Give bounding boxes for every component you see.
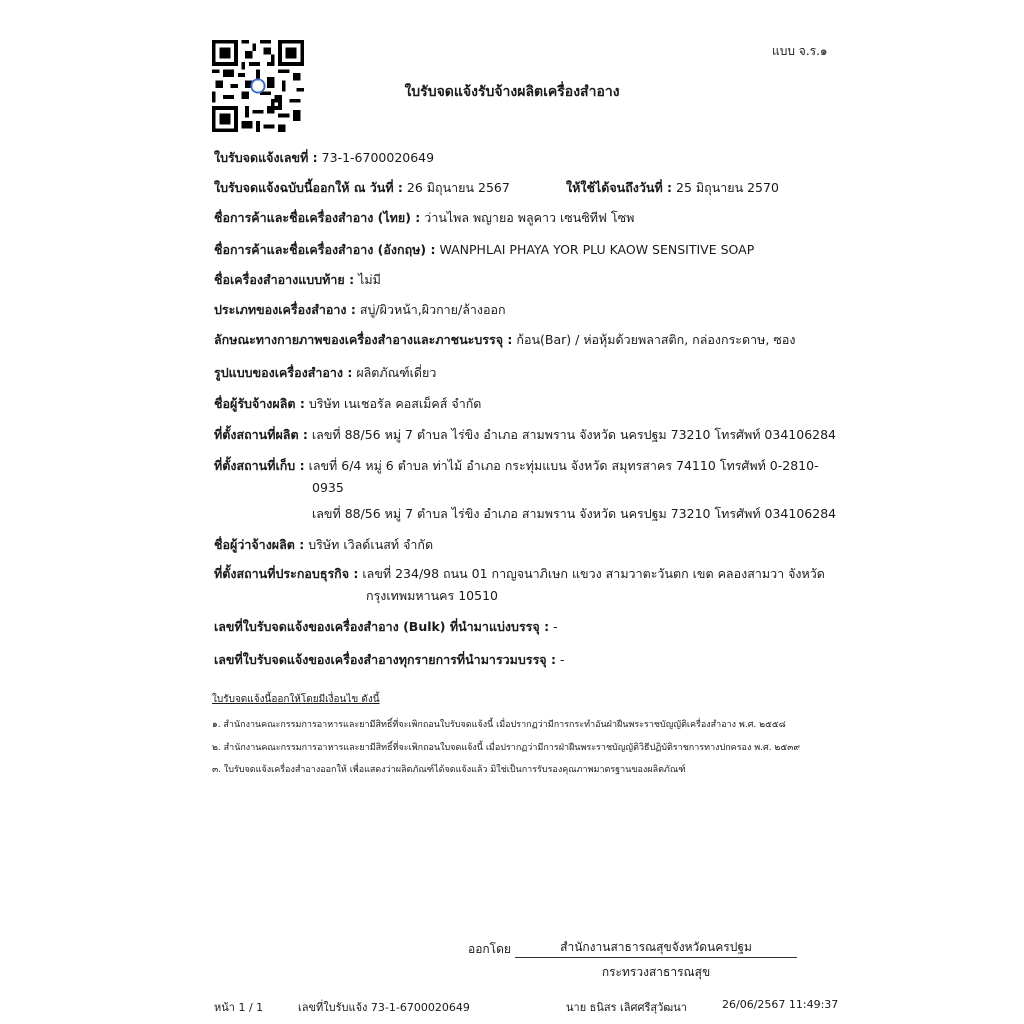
all-items-label: เลขที่ใบรับจดแจ้งของเครื่องสำอางทุกรายการที่นำมารวมบรรจุ : (214, 652, 556, 667)
valid-until-row (566, 178, 779, 198)
receipt-number-label: ใบรับจดแจ้งเลขที่ : (214, 150, 318, 165)
name-en-label: ชื่อการค้าและชื่อเครื่องสำอาง (อังกฤษ) : (214, 242, 436, 257)
storage-label: ที่ตั้งสถานที่เก็บ : (214, 458, 305, 473)
name-en-row (214, 240, 754, 260)
storage-address-2: เลขที่ 88/56 หมู่ 7 ตำบล ไร่ขิง อำเภอ สามพราน จังหวัด นครปฐม 73210 โทรศัพท์ 034106284 (312, 506, 837, 521)
format-label: รูปแบบของเครื่องสำอาง : (214, 365, 353, 380)
manufacturer: บริษัท เนเชอรัล คอสเม็คส์ จำกัด (308, 396, 482, 411)
business-site-label: ที่ตั้งสถานที่ประกอบธุรกิจ : (214, 566, 359, 581)
name-th-row (214, 208, 634, 228)
business-site: เลขที่ 234/98 ถนน 01 กาญจนาภิเษก แขวง สามวาตะวันตก เขต คลองสามวา จังหวัด (362, 566, 825, 581)
suffix-row (214, 270, 381, 290)
suffix: ไม่มี (358, 272, 381, 287)
issue-date-label: ใบรับจดแจ้งฉบับนี้ออกให้ ณ วันที่ : (214, 180, 403, 195)
bulk-row (214, 617, 558, 637)
business-site-cont: กรุงเทพมหานคร 10510 (366, 588, 498, 603)
physical: ก้อน(Bar) / ห่อหุ้มด้วยพลาสติก, กล่องกระดาษ, ซอง (516, 332, 796, 347)
hirer-row (214, 535, 433, 555)
bulk: - (553, 619, 558, 634)
issuing-ministry: กระทรวงสาธารณสุข (601, 965, 711, 979)
business-site-row (214, 564, 825, 584)
receipt-number-row (214, 148, 434, 168)
receipt-number: 73-1-6700020649 (321, 150, 435, 165)
condition-item: ๑. สำนักงานคณะกรรมการอาหารและยามีสิทธิ์ที่จะเพิกถอนใบรับจดแจ้งนี้ เมื่อปรากฏว่ามีการกระทำอันฝ่าฝืนพระราชบัญญัติเครื่องสำอาง พ.ศ. ๒๕๕๘ (212, 720, 786, 730)
name-th-label: ชื่อการค้าและชื่อเครื่องสำอาง (ไทย) : (214, 210, 421, 225)
issued-by-label: ออกโดย (468, 942, 511, 956)
mfg-site-label: ที่ตั้งสถานที่ผลิต : (214, 427, 308, 442)
physical-row (214, 330, 795, 350)
type-row (214, 300, 506, 320)
format: ผลิตภัณฑ์เดี่ยว (356, 365, 437, 380)
document-title: ใบรับจดแจ้งรับจ้างผลิตเครื่องสำอาง (404, 84, 620, 100)
type: สบู่/ผิวหน้า,ผิวกาย/ล้างออก (359, 302, 506, 317)
issuer-divider (515, 957, 797, 958)
mfg-site: เลขที่ 88/56 หมู่ 7 ตำบล ไร่ขิง อำเภอ สามพราน จังหวัด นครปฐม 73210 โทรศัพท์ 034106284 (311, 427, 837, 442)
storage-address-1: เลขที่ 6/4 หมู่ 6 ตำบล ท่าไม้ อำเภอ กระทุ่มแบน จังหวัด สมุทรสาคร 74110 โทรศัพท์ 0-2810- (308, 458, 819, 473)
hirer-label: ชื่อผู้ว่าจ้างผลิต : (214, 537, 305, 552)
all-items-row (214, 650, 564, 670)
issuing-office: สำนักงานสาธารณสุขจังหวัดนครปฐม (560, 940, 752, 954)
valid-until: 25 มิถุนายน 2570 (676, 180, 779, 195)
bulk-label: เลขที่ใบรับจดแจ้งของเครื่องสำอาง (Bulk) ที่นำมาแบ่งบรรจุ : (214, 619, 550, 634)
valid-until-label: ให้ใช้ได้จนถึงวันที่ : (566, 180, 673, 195)
physical-label: ลักษณะทางกายภาพของเครื่องสำอางและภาชนะบรรจุ : (214, 332, 513, 347)
hirer: บริษัท เวิลด์เนสท์ จำกัด (308, 537, 434, 552)
name-en: WANPHLAI PHAYA YOR PLU KAOW SENSITIVE SOAP (439, 242, 755, 257)
condition-item: ๒. สำนักงานคณะกรรมการอาหารและยามีสิทธิ์ที่จะเพิกถอนใบจดแจ้งนี้ เมื่อปรากฏว่ามีการฝ่าฝืนพระราชบัญญัติวิธีปฏิบัติราชการทางปกครอง พ.ศ. ๒๕๓๙ (212, 743, 800, 753)
manufacturer-row (214, 394, 481, 414)
issue-date: 26 มิถุนายน 2567 (406, 180, 510, 195)
format-row (214, 363, 436, 383)
footer-receipt-ref: เลขที่ใบรับแจ้ง 73-1-6700020649 (298, 1001, 470, 1014)
all-items: - (559, 652, 565, 667)
officer-name: นาย ธนิสร เลิศศรีสุวัฒนา (566, 1001, 687, 1014)
type-label: ประเภทของเครื่องสำอาง : (214, 302, 356, 317)
storage-row (214, 456, 819, 476)
form-code: แบบ จ.ร.๑ (772, 44, 828, 58)
print-timestamp: 26/06/2567 11:49:37 (722, 998, 839, 1011)
suffix-label: ชื่อเครื่องสำอางแบบท้าย : (214, 272, 355, 287)
storage-address-1-cont: 0935 (312, 480, 344, 495)
manufacturer-label: ชื่อผู้รับจ้างผลิต : (214, 396, 305, 411)
condition-item: ๓. ใบรับจดแจ้งเครื่องสำอางออกให้ เพื่อแสดงว่าผลิตภัณฑ์ได้จดแจ้งแล้ว มิใช่เป็นการรับรองคุณภาพมาตรฐานของผลิตภัณฑ์ (212, 765, 686, 775)
conditions-heading: ใบรับจดแจ้งนี้ออกให้โดยมีเงื่อนไข ดังนี้ (212, 694, 380, 705)
issue-date-row (214, 178, 510, 198)
mfg-site-row (214, 425, 836, 445)
page-number: หน้า 1 / 1 (214, 1001, 264, 1014)
name-th: ว่านไพล พญายอ พลูคาว เซนซิทีฟ โซพ (424, 210, 635, 225)
